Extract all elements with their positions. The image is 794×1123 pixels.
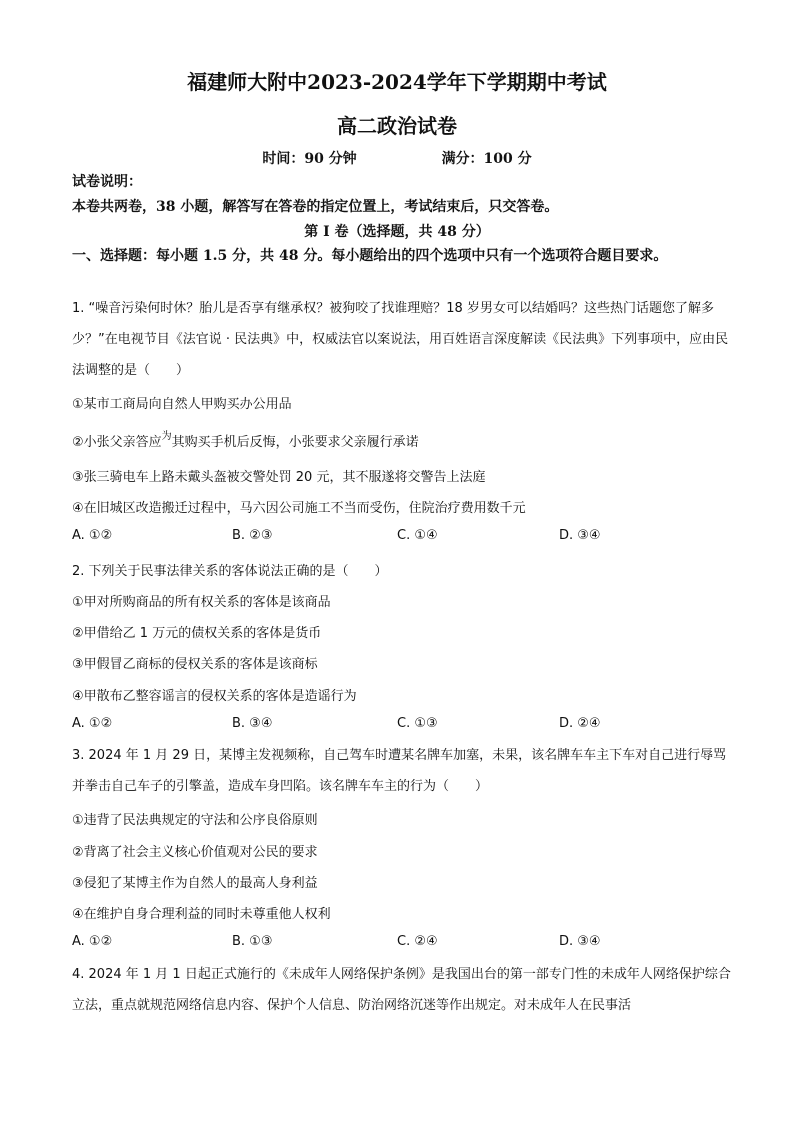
q1-option-b: B. ②③ <box>232 528 273 543</box>
exam-score: 满分：100 分 <box>441 151 532 167</box>
q2-statement-3: ③甲假冒乙商标的侵权关系的客体是该商标 <box>72 657 318 672</box>
q1-option-c: C. ①④ <box>397 528 438 543</box>
q3-option-a: A. ①② <box>72 934 113 949</box>
q3-option-d: D. ③④ <box>559 934 601 949</box>
q1-statement-2-sup: 为 <box>161 431 172 442</box>
q2-option-b: B. ③④ <box>232 716 273 731</box>
q1-statement-3: ③张三骑电车上路未戴头盔被交警处罚 20 元，其不服遂将交警告上法庭 <box>72 470 486 485</box>
exam-title: 福建师大附中2023-2024学年下学期期中考试 <box>187 70 607 94</box>
q3-statement-1: ①违背了民法典规定的守法和公序良俗原则 <box>72 813 318 828</box>
q3-stem: 3. 2024 年 1 月 29 日，某博主发视频称，自己驾车时遭某名牌车加塞，未果，该名牌车车主下车对自己进行辱骂并拳击自己车子的引擎盖，造成车身凹陷。该名牌车车主的行为（ ） <box>72 748 727 794</box>
q1-option-d: D. ③④ <box>559 528 601 543</box>
q1-statement-2-part-a: ②小张父亲答应 <box>72 435 162 450</box>
q1-option-a: A. ①② <box>72 528 113 543</box>
q2-stem: 2. 下列关于民事法律关系的客体说法正确的是（ ） <box>72 564 388 579</box>
q4-stem: 4. 2024 年 1 月 1 日起正式施行的《未成年人网络保护条例》是我国出台的第一部专门性的未成年人网络保护综合立法，重点就规范网络信息内容、保护个人信息、防治网络沉迷等作出规定。对未成年人在民事活 <box>72 967 731 1013</box>
exam-subtitle: 高二政治试卷 <box>337 114 457 138</box>
q3-option-c: C. ②④ <box>397 934 438 949</box>
q1-statement-4: ④在旧城区改造搬迁过程中，马六因公司施工不当而受伤，住院治疗费用数千元 <box>72 501 526 516</box>
q2-option-d: D. ②④ <box>559 716 601 731</box>
q2-option-a: A. ①② <box>72 716 113 731</box>
q2-statement-2: ②甲借给乙 1 万元的债权关系的客体是货币 <box>72 626 322 641</box>
q2-option-c: C. ①③ <box>397 716 438 731</box>
q2-statement-1: ①甲对所购商品的所有权关系的客体是该商品 <box>72 595 331 610</box>
instructions-body: 本卷共两卷，38 小题，解答写在答卷的指定位置上，考试结束后，只交答卷。 <box>72 199 559 215</box>
q1-stem: 1. “噪音污染何时休？胎儿是否享有继承权？被狗咬了找谁理赔？18 岁男女可以结婚吗？这些热门话题您了解多少？”在电视节目《法官说 · 民法典》中，权威法官以案说法，用百姓语言深度解读《民法典》下列事项中，应由民法调整的是（ ） <box>72 301 729 378</box>
q3-option-b: B. ①③ <box>232 934 273 949</box>
section-title: 第 I 卷（选择题，共 48 分） <box>304 224 490 240</box>
instructions-heading: 试卷说明： <box>72 174 142 190</box>
exam-meta <box>0 148 794 168</box>
q1-statement-2 <box>72 431 419 450</box>
q3-statement-3: ③侵犯了某博主作为自然人的最高人身利益 <box>72 876 318 891</box>
q1-statement-2-part-b: 其购买手机后反悔，小张要求父亲履行承诺 <box>171 435 419 450</box>
q2-statement-4: ④甲散布乙整容谣言的侵权关系的客体是造谣行为 <box>72 689 357 704</box>
part-heading: 一、选择题：每小题 1.5 分，共 48 分。每小题给出的四个选项中只有一个选项符合题目要求。 <box>72 248 668 264</box>
q3-statement-2: ②背离了社会主义核心价值观对公民的要求 <box>72 845 318 860</box>
q3-statement-4: ④在维护自身合理利益的同时未尊重他人权利 <box>72 907 331 922</box>
exam-time: 时间：90 分钟 <box>262 151 357 167</box>
q1-statement-1: ①某市工商局向自然人甲购买办公用品 <box>72 397 292 412</box>
